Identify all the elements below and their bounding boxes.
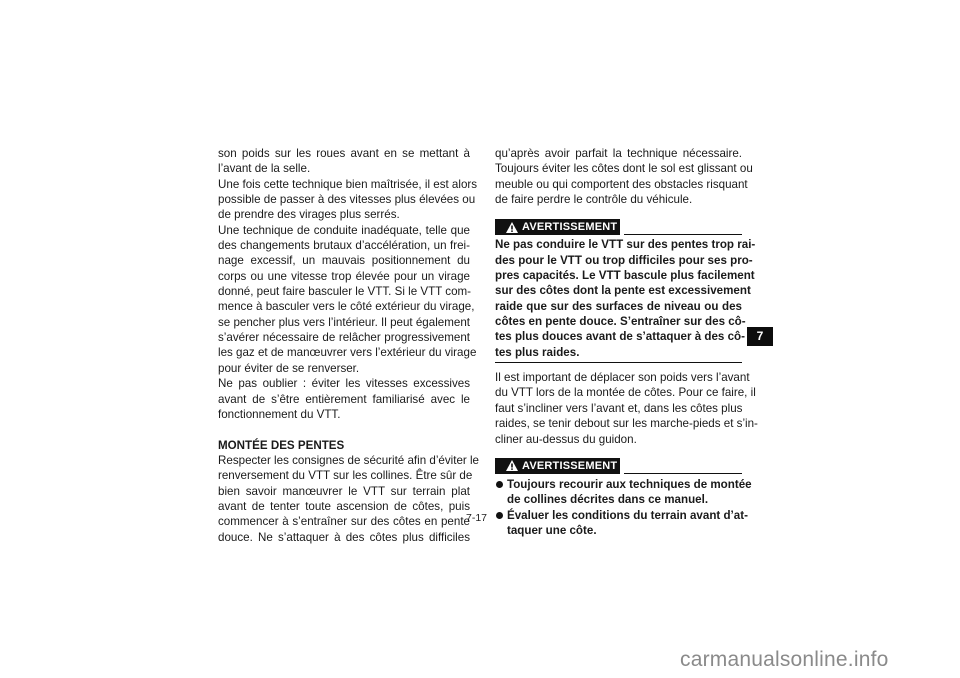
bullet-dot-icon — [496, 481, 503, 488]
paragraph-improper-technique — [218, 223, 477, 376]
text-line: avant de s’être entièrement familiarisé avec le — [218, 392, 470, 406]
warning-bullet — [495, 508, 748, 539]
text-line: Ne pas conduire le VTT sur des pentes trop rai- — [495, 238, 756, 252]
text-line: taquer une côte. — [507, 523, 597, 537]
text-line: commencer à s’entraîner sur des côtes en pente — [218, 515, 470, 529]
warning-label-text: AVERTISSEMENT — [522, 459, 618, 472]
text-line: Ne pas oublier : éviter les vitesses excessives — [218, 377, 470, 391]
warning-header — [495, 458, 742, 474]
text-line: de collines décrites dans ce manuel. — [507, 493, 709, 507]
watermark: carmanualsonline.info — [680, 648, 889, 671]
text-line: côtes en pente douce. S’entraîner sur des cô- — [495, 315, 746, 329]
paragraph-remember — [218, 376, 470, 422]
text-line: Une technique de conduite inadéquate, telle que — [218, 223, 470, 237]
text-line: Il est important de déplacer son poids vers l’avant — [495, 371, 750, 385]
text-line: faut s’incliner vers l’avant et, dans les côtes plus — [495, 401, 743, 415]
text-line: Évaluer les conditions du terrain avant d’at- — [507, 508, 748, 522]
warning-bullet — [495, 477, 752, 508]
text-line: tes plus raides. — [495, 345, 580, 359]
text-line: de faire perdre le contrôle du véhicule. — [495, 193, 693, 207]
text-line: douce. Ne s’attaquer à des côtes plus difficiles — [218, 530, 470, 544]
paragraph-avoid-slippery — [495, 146, 753, 207]
text-line: avant de tenter toute ascension de côtes, puis — [218, 499, 470, 513]
warning-text — [495, 237, 756, 360]
text-line: corps ou une vitesse trop élevée pour un virage — [218, 269, 470, 283]
text-line: Respecter les consignes de sécurité afin d’éviter le — [218, 453, 479, 467]
paragraph-higher-speeds — [218, 177, 478, 223]
text-line: Toujours recourir aux techniques de montée — [507, 477, 752, 491]
warning-triangle-icon — [506, 222, 518, 233]
text-line: raide que sur des surfaces de niveau ou des — [495, 299, 742, 313]
text-line: possible de passer à des vitesses plus élevées ou — [218, 193, 476, 207]
text-line: nage excessif, un mauvais positionnement du — [218, 254, 470, 268]
text-line: son poids sur les roues avant en se mettant à — [218, 147, 470, 160]
text-line: renversement du VTT sur les collines. Être sûr de — [218, 469, 473, 483]
text-line: mence à basculer vers le côté extérieur du virage, — [218, 300, 475, 314]
text-line: sur des côtes dont la pente est excessivement — [495, 284, 751, 298]
text-line: les gaz et de manœuvrer vers l’extérieur du virage — [218, 346, 477, 360]
text-line: Une fois cette technique bien maîtrisée, il est alors — [218, 177, 478, 191]
text-line: s’avérer nécessaire de relâcher progressivement — [218, 331, 470, 345]
text-line: de prendre des virages plus serrés. — [218, 208, 400, 222]
warning-triangle-icon — [506, 460, 518, 471]
section-heading: MONTÉE DES PENTES — [218, 438, 345, 452]
text-line: pres capacités. Le VTT bascule plus facilement — [495, 269, 755, 283]
text-line: tes plus douces avant de s’attaquer à des cô- — [495, 330, 745, 344]
text-line: se pencher plus vers l’intérieur. Il peut également — [218, 315, 470, 329]
warning-header — [495, 219, 742, 235]
text-line: meuble ou qui comportent des obstacles risquant — [495, 177, 748, 191]
paragraph-weight-forward — [218, 146, 470, 177]
bullet-dot-icon — [496, 512, 503, 519]
text-line: cliner au-dessus du guidon. — [495, 432, 637, 446]
text-line: qu’après avoir parfait la technique nécessaire. — [495, 147, 742, 160]
page-number: 7-17 — [466, 512, 488, 524]
warning-rule — [624, 234, 742, 235]
section-tab: 7 — [747, 327, 773, 346]
warning-label — [495, 219, 620, 235]
text-line: des changements brutaux d’accélération, un frei- — [218, 239, 470, 253]
text-line: bien savoir manœuvrer le VTT sur terrain plat — [218, 484, 470, 498]
warning-label-text: AVERTISSEMENT — [522, 221, 618, 234]
warning-rule — [624, 473, 742, 474]
text-line: Toujours éviter les côtes dont le sol est glissant ou — [495, 162, 753, 176]
warning-label — [495, 458, 620, 474]
text-line: l’avant de la selle. — [218, 162, 311, 176]
text-line: pour éviter de se renverser. — [218, 361, 360, 375]
text-line: du VTT lors de la montée de côtes. Pour ce faire, il — [495, 386, 756, 400]
text-line: des pour le VTT ou trop difficiles pour ses pro- — [495, 253, 753, 267]
text-line: fonctionnement du VTT. — [218, 407, 341, 421]
paragraph-shift-weight — [495, 370, 758, 447]
text-line: donné, peut faire basculer le VTT. Si le VTT com- — [218, 285, 472, 299]
text-line: raides, se tenir debout sur les marche-pieds et s’in- — [495, 417, 758, 431]
right-column — [495, 146, 758, 538]
